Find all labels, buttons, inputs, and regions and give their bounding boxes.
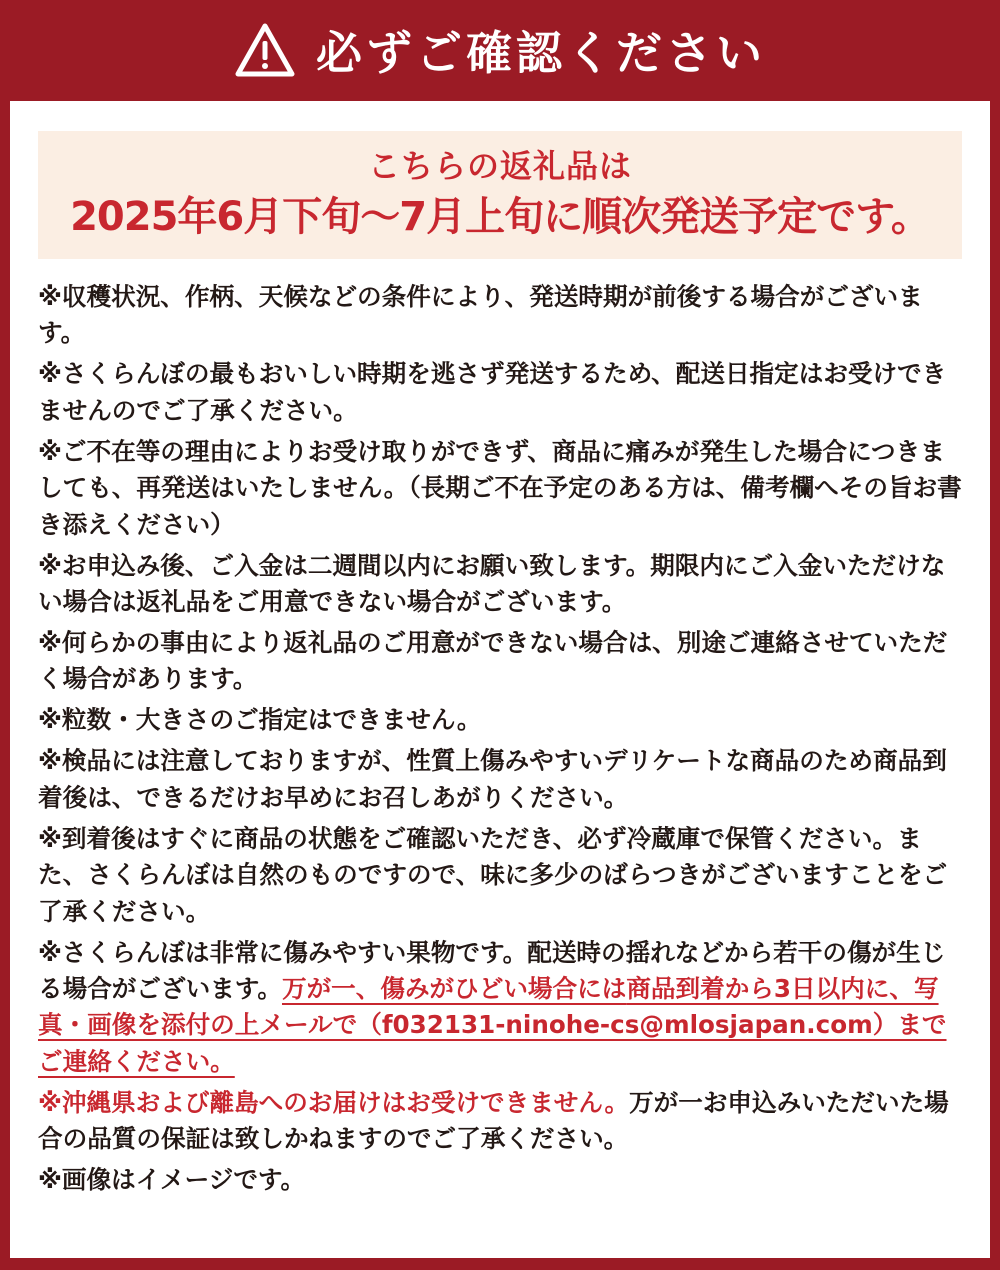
content-panel xyxy=(10,101,990,1258)
damage-note-highlight-2: 商品到着から3日以内に、写真・画像を添付の上メールで（f032131-ninohe-cs@mlosjapan.com）までご連絡ください。 xyxy=(38,974,947,1076)
note-item: ※ご不在等の理由によりお受け取りができず、商品に痛みが発生した場合につきましても、再発送はいたしません。（長期ご不在予定のある方は、備考欄へその旨お書き添えください） xyxy=(38,436,962,539)
shipping-notice-box xyxy=(38,131,962,259)
notice-line-2: 2025年6月下旬～7月上旬に順次発送予定です。 xyxy=(70,194,930,240)
okinawa-note-rest: 万が一お申込みいただいた場合の品質の保証は致しかねますのでご了承ください。 xyxy=(38,1087,949,1154)
note-item: ※到着後はすぐに商品の状態をご確認いただき、必ず冷蔵庫で保管ください。また、さくらんぼは自然のものですので、味に多少のばらつきがございますことをご了承ください。 xyxy=(38,823,948,926)
damage-note xyxy=(38,935,968,1081)
note-item: ※さくらんぼの最もおいしい時期を逃さず発送するため、配送日指定はお受けできませんのでご了承ください。 xyxy=(38,359,947,425)
notice-line-1: こちらの返礼品は xyxy=(367,147,632,185)
note-item: ※お申込み後、ご入金は二週間以内にお願い致します。期限内にご入金いただけない場合は返礼品をご用意できない場合がございます。 xyxy=(38,550,946,617)
page-title: 必ずご確認ください xyxy=(316,26,766,80)
note-item: ※収穫状況、作柄、天候などの条件により、発送時期が前後する場合がございます。 xyxy=(38,282,923,348)
note-item: ※検品には注意しておりますが、性質上傷みやすいデリケートな商品のため商品到着後は、できるだけお早めにお召しあがりください。 xyxy=(38,746,947,812)
okinawa-note-highlight: ※沖縄県および離島へのお届けはお受けできません。 xyxy=(38,1087,630,1117)
note-item: ※粒数・大きさのご指定はできません。 xyxy=(38,705,482,735)
note-item: ※何らかの事由により返礼品のご用意ができない場合は、別途ご連絡させていただく場合があります。 xyxy=(38,628,948,694)
damage-note-highlight-1: 万が一、傷みがひどい場合には xyxy=(281,974,627,1004)
damage-note-lead: ※さくらんぼは非常に傷みやすい果物です。配送時の揺れなどから若干の傷が生じる場合がございます。 xyxy=(38,937,946,1004)
okinawa-note xyxy=(38,1085,968,1158)
image-note: ※画像はイメージです。 xyxy=(38,1165,306,1195)
header-bar xyxy=(0,0,1000,100)
warning-triangle-icon xyxy=(234,22,296,78)
notes-list xyxy=(38,279,968,1203)
